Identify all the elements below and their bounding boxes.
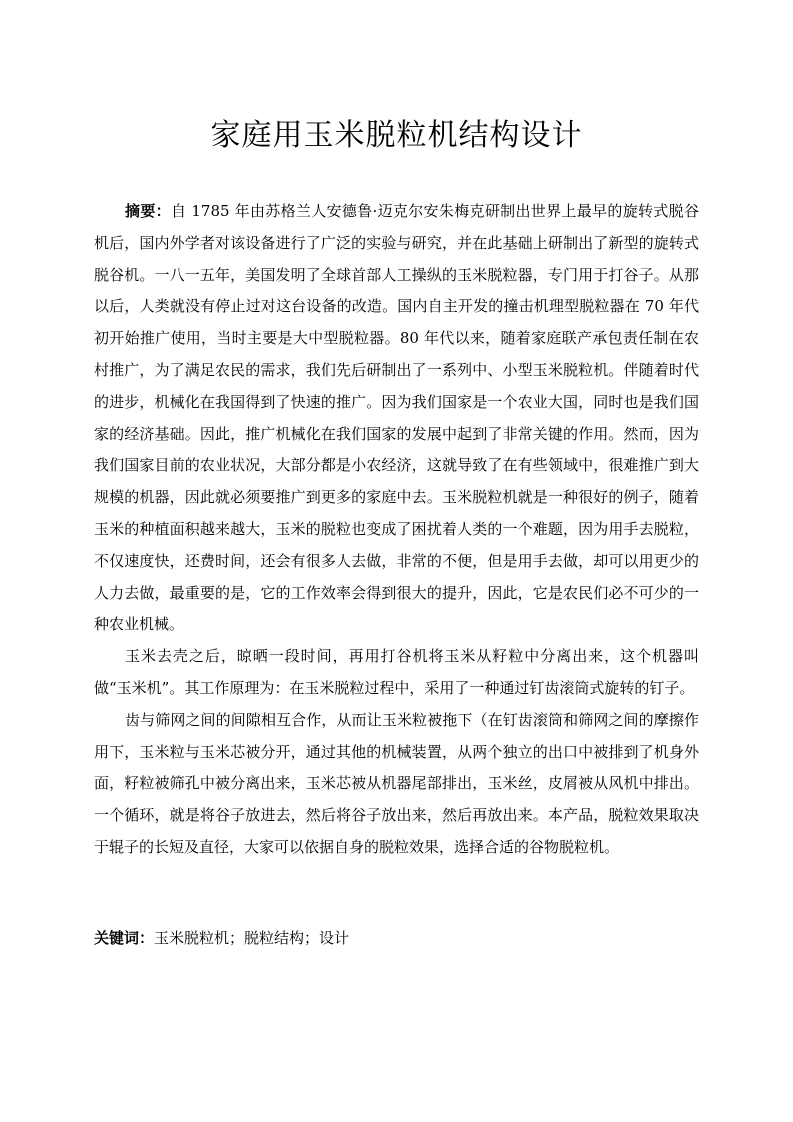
abstract-paragraph-1-text: 自 1785 年由苏格兰人安德鲁·迈克尔安朱梅克研制出世界上最早的旋转式脱谷机后，国内外学者对该设备进行了广泛的实验与研究，并在此基础上研制出了新型的旋转式脱谷机。一八一五年，美国发明了全球首部人工操纵的玉米脱粒器，专门用于打谷子。从那以后，人类就没有停止过对这台设备的改造。国内自主开发的撞击机理型脱粒器在 70 年代初开始推广使用，当时主要是大中型脱粒器。80 年代以来，随着家庭联产承包责任制在农村推广，为了满足农民的需求，我们先后研制出了一系列中、小型玉米脱粒机。伴随着时代的进步，机械化在我国得到了快速的推广。因为我们国家是一个农业大国，同时也是我们国家的经济基础。因此，推广机械化在我们国家的发展中起到了非常关键的作用。然而，因为我们国家目前的农业状况，大部分都是小农经济，这就导致了在有些领域中，很难推广到大规模的机器，因此就必须要推广到更多的家庭中去。玉米脱粒机就是一种很好的例子，随着玉米的种植面积越来越大，玉米的脱粒也变成了困扰着人类的一个难题，因为用手去脱粒，不仅速度快，还费时间，还会有很多人去做，非常的不便，但是用手去做，却可以用更少的人力去做，最重要的是，它的工作效率会得到很大的提升，因此，它是农民们必不可少的一种农业机械。 [94, 202, 699, 634]
abstract-paragraph-3: 齿与筛网之间的间隙相互合作，从而让玉米粒被拖下（在钉齿滚筒和筛网之间的摩擦作用下，玉米粒与玉米芯被分开，通过其他的机械装置，从两个独立的出口中被排到了机身外面，籽粒被筛孔中被分离出来，玉米芯被从机器尾部排出，玉米丝，皮屑被从风机中排出。一个循环，就是将谷子放进去，然后将谷子放出来，然后再放出来。本产品，脱粒效果取决于辊子的长短及直径，大家可以依据自身的脱粒效果，选择合适的谷物脱粒机。 [94, 710, 699, 856]
keywords-value: 玉米脱粒机；脱粒结构；设计 [154, 929, 350, 947]
abstract-paragraph-1 [94, 196, 699, 641]
abstract-label: 摘要： [125, 202, 171, 220]
abstract-paragraph-2: 玉米去壳之后，晾晒一段时间，再用打谷机将玉米从籽粒中分离出来，这个机器叫做“玉米机”。其工作原理为：在玉米脱粒过程中，采用了一种通过钉齿滚筒式旋转的钉子。 [94, 647, 699, 697]
document-title: 家庭用玉米脱粒机结构设计 [210, 118, 583, 153]
keywords-line [94, 924, 699, 952]
keywords-label: 关键词： [94, 929, 155, 947]
abstract-body [94, 196, 699, 864]
